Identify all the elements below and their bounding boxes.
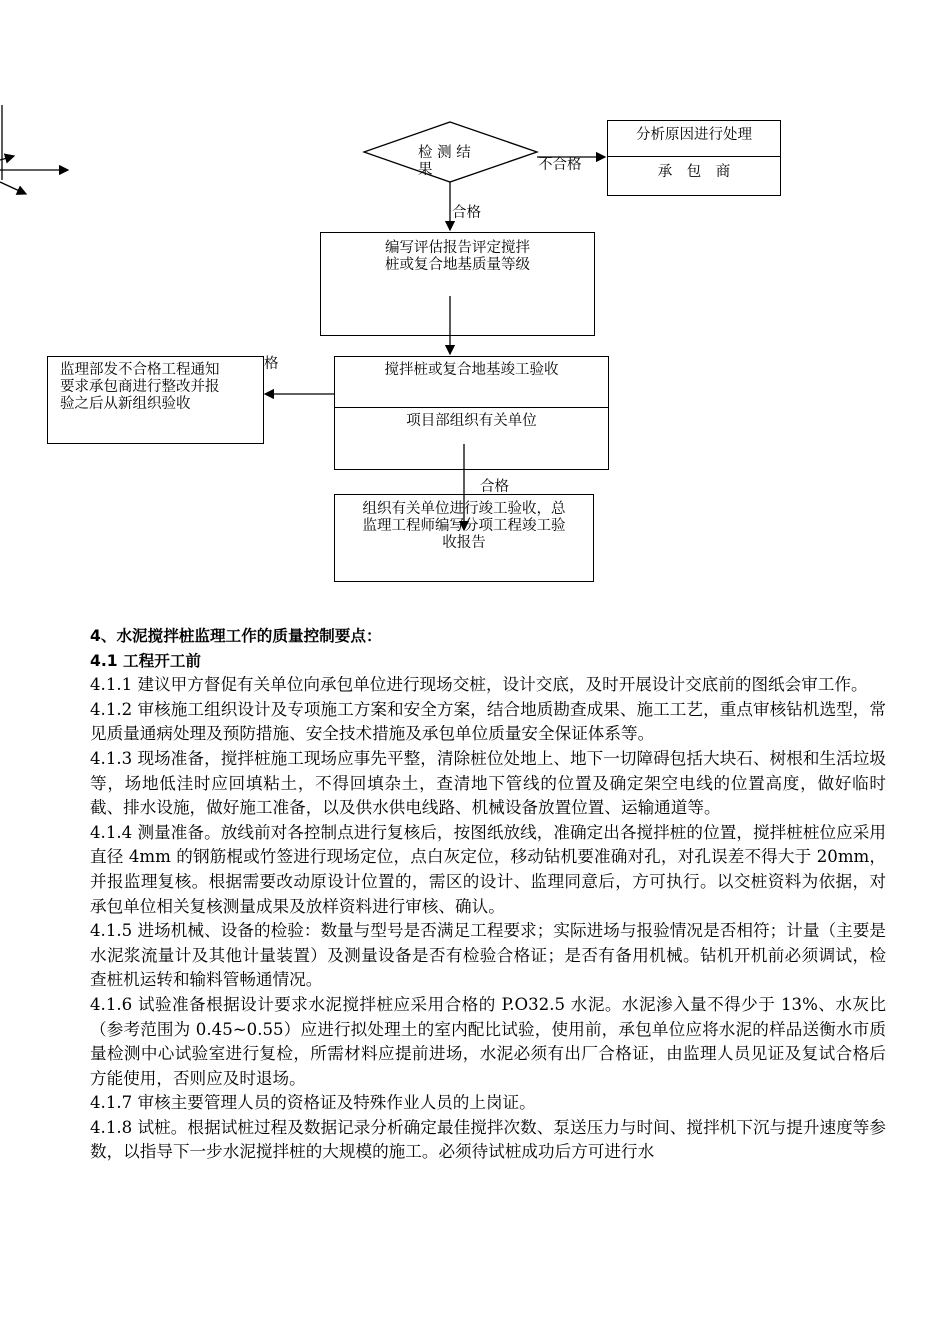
paragraph-4-1-7: 4.1.7 审核主要管理人员的资格证及特殊作业人员的上岗证。	[90, 1093, 536, 1113]
flowchart	[0, 0, 950, 600]
fail-label: 不合格	[538, 157, 582, 173]
subsection-heading: 4.1 工程开工前	[90, 651, 202, 670]
fail-box-bottom: 承 包 商	[657, 164, 731, 180]
decision-text: 检 测 结 果	[418, 145, 471, 178]
final-box-text: 组织有关单位进行竣工验收，总 监理工程师编写分项工程竣工验 收报告	[362, 501, 566, 551]
acceptance-top: 搅拌桩或复合地基竣工验收	[384, 362, 559, 378]
paragraph-4-1-5: 4.1.5 进场机械、设备的检验：数量与型号是否满足工程要求；实际进场与报验情况是否相符；计量（主要是水泥浆流量计及其他计量装置）及测量设备是否有检验合格证；是否有备用机械。钻机开机前必须调试，检查桩机运转和输料管畅通情况。	[90, 921, 886, 990]
paragraph-4-1-3: 4.1.3 现场准备，搅拌桩施工现场应事先平整，清除桩位处地上、地下一切障碍包括大块石、树根和生活垃圾等，场地低洼时应回填粘土，不得回填杂土，查清地下管线的位置及确定架空电线的位置高度，做好临时截、排水设施，做好施工准备，以及供水供电线路、机械设备放置位置、运输通道等。	[90, 748, 886, 818]
fail-box-top: 分析原因进行处理	[636, 127, 752, 143]
paragraph-4-1-4: 4.1.4 测量准备。放线前对各控制点进行复核后，按图纸放线，准确定出各搅拌桩的位置，搅拌桩桩位应采用直径 4mm 的钢筋棍或竹签进行现场定位，点白灰定位，移动钻机要准确对孔，对孔误差不得大于 20mm，并报监理复核。根据需要改动原设计位置的，需区的设计、监理同意后，方可执行。以交桩资料为依据，对承包单位相关复核测量成果及放样资料进行审核、确认。	[90, 822, 886, 916]
paragraph-4-1-6: 4.1.6 试验准备根据设计要求水泥搅拌桩应采用合格的 P.O32.5 水泥。水泥渗入量不得少于 13%、水灰比（参考范围为 0.45~0.55）应进行拟处理土的室内配比试验，使用前，承包单位应将水泥的样品送衡水市质量检测中心试验室进行复检，所需材料应提前进场，水泥必须有出厂合格证，由监理人员见证及复试合格后方能使用，否则应及时退场。	[90, 994, 886, 1088]
paragraph-4-1-1: 4.1.1 建议甲方督促有关单位向承包单位进行现场交桩，设计交底，及时开展设计交底前的图纸会审工作。	[90, 675, 868, 695]
pass-label-1: 合格	[452, 205, 481, 221]
acceptance-bottom: 项目部组织有关单位	[406, 413, 537, 429]
notice-label-fragment: 格	[264, 356, 279, 372]
document-body	[90, 624, 886, 1165]
cropped-arrow	[0, 182, 26, 194]
acceptance-divider	[334, 407, 609, 408]
paragraph-4-1-8: 4.1.8 试桩。根据试桩过程及数据记录分析确定最佳搅拌次数、泵送压力与时间、搅拌机下沉与提升速度等参数，以指导下一步水泥搅拌桩的大规模的施工。必须待试桩成功后方可进行水	[90, 1117, 886, 1162]
notice-box-text: 监理部发不合格工程通知 要求承包商进行整改并报 验之后从新组织验收	[60, 362, 220, 412]
fail-box-divider	[607, 156, 781, 157]
section-heading: 4、水泥搅拌桩监理工作的质量控制要点：	[90, 627, 382, 645]
report-box-text: 编写评估报告评定搅拌 桩或复合地基质量等级	[385, 240, 530, 273]
paragraph-4-1-2: 4.1.2 审核施工组织设计及专项施工方案和安全方案，结合地质勘查成果、施工工艺，重点审核钻机选型，常见质量通病处理及预防措施、安全技术措施及承包单位质量安全保证体系等。	[90, 699, 886, 744]
pass-label-2: 合格	[480, 479, 509, 495]
